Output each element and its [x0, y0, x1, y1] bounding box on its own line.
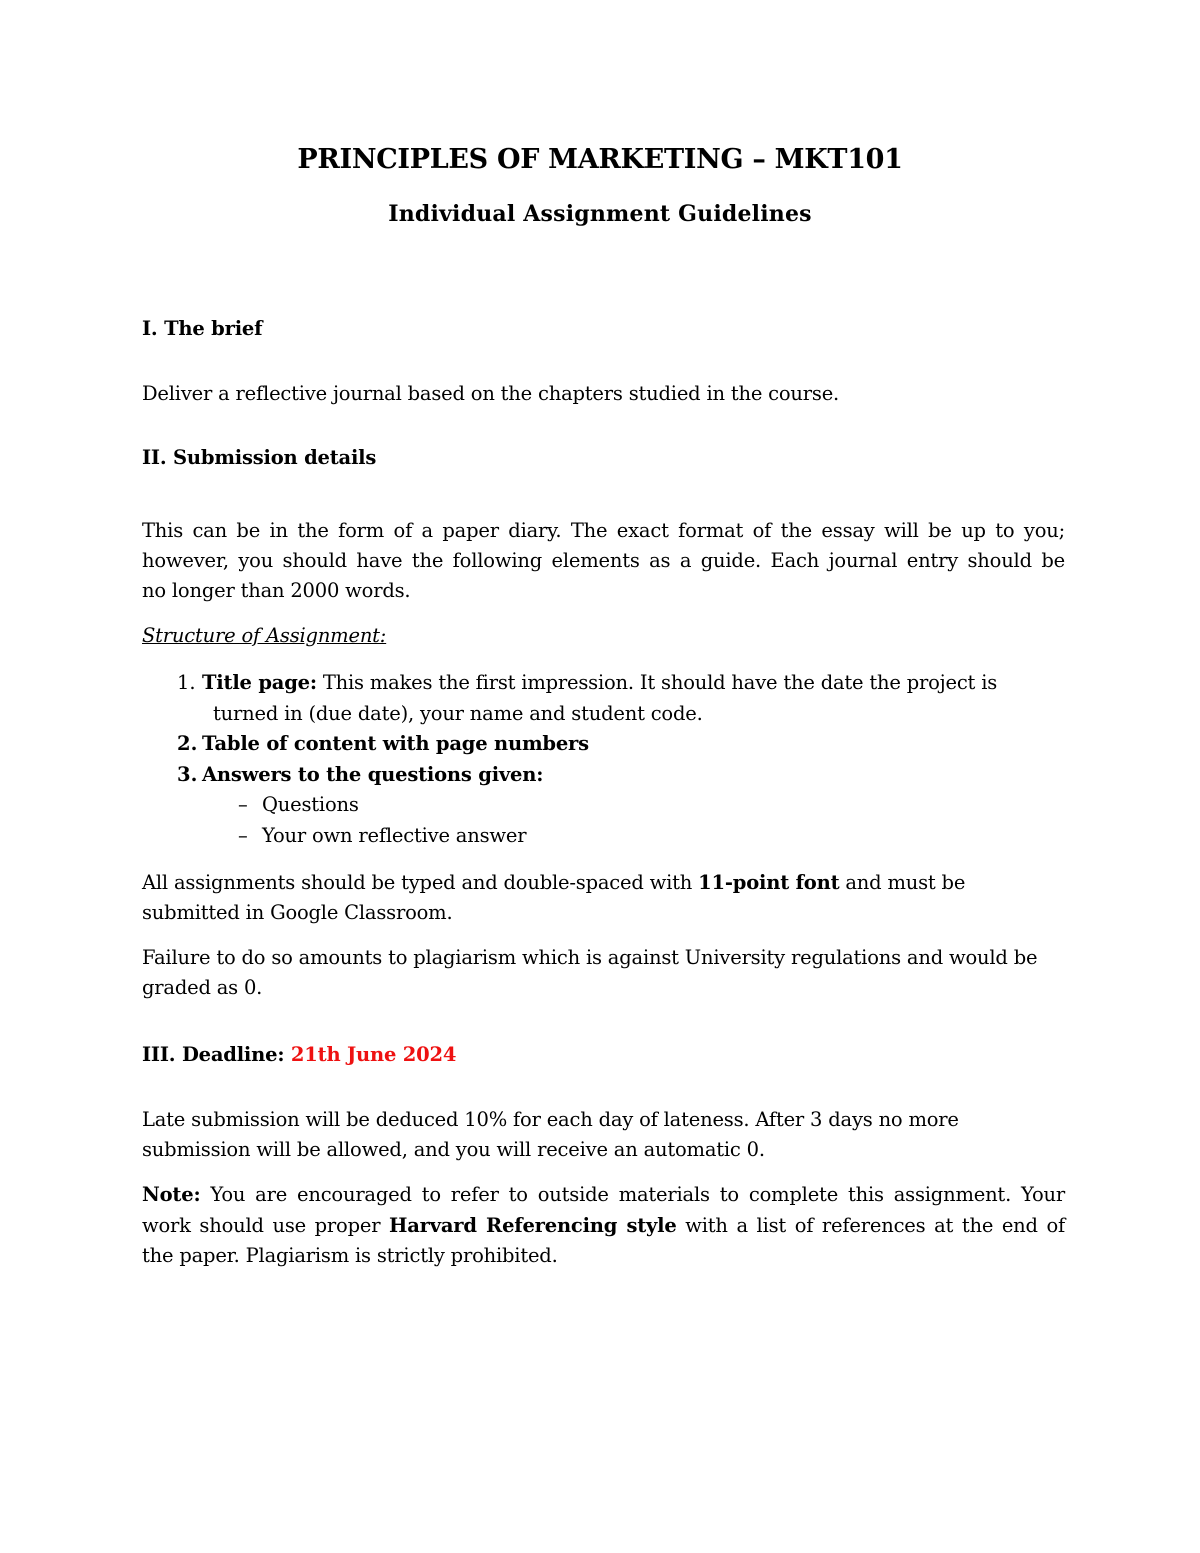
note-line-2	[142, 1211, 1065, 1241]
list-number: 1.	[177, 671, 196, 694]
sublist-item-reflective-answer: Your own reflective answer	[262, 824, 527, 847]
list-item-title-page	[202, 668, 997, 698]
note-label: Note:	[142, 1183, 201, 1206]
note-line-3: the paper. Plagiarism is strictly prohibited.	[142, 1244, 558, 1267]
deadline-label: III. Deadline:	[142, 1043, 285, 1066]
deadline-date: 21th June 2024	[290, 1043, 457, 1066]
late-submission-line-1: Late submission will be deduced 10% for each day of lateness. After 3 days no more	[142, 1108, 959, 1131]
list-item-bold: Title page:	[202, 671, 317, 694]
format-text: All assignments should be typed and double-spaced with	[142, 871, 699, 894]
dash-bullet: –	[238, 824, 248, 847]
document-title: PRINCIPLES OF MARKETING – MKT101	[297, 144, 903, 175]
submission-paragraph-line-2: however, you should have the following elements as a guide. Each journal entry should be	[142, 549, 1065, 572]
late-submission-line-2: submission will be allowed, and you will receive an automatic 0.	[142, 1138, 765, 1161]
note-text: You are encouraged to refer to outside materials to complete this assignment. Your	[200, 1183, 1065, 1206]
format-text: and must be	[839, 871, 966, 894]
submission-paragraph-line-3: no longer than 2000 words.	[142, 579, 411, 602]
list-item-answers: Answers to the questions given:	[202, 763, 544, 786]
section-heading-submission: II. Submission details	[142, 446, 377, 469]
list-number: 2.	[177, 732, 198, 755]
failure-line-2: graded as 0.	[142, 976, 263, 999]
referencing-style: Harvard Referencing style	[389, 1214, 677, 1237]
section-heading-deadline	[142, 1040, 456, 1070]
dash-bullet: –	[238, 793, 248, 816]
brief-text: Deliver a reflective journal based on the chapters studied in the course.	[142, 382, 840, 405]
list-item-table-of-content: Table of content with page numbers	[202, 732, 589, 755]
note-line-1	[142, 1180, 1065, 1210]
format-requirement-line-2: submitted in Google Classroom.	[142, 901, 453, 924]
format-requirement-line-1	[142, 868, 965, 898]
submission-paragraph-line-1: This can be in the form of a paper diary. The exact format of the essay will be up to you;	[142, 519, 1065, 542]
structure-label: Structure of Assignment:	[142, 624, 387, 647]
font-size-requirement: 11-point font	[698, 871, 840, 894]
failure-line-1: Failure to do so amounts to plagiarism which is against University regulations and would be	[142, 946, 1038, 969]
sublist-item-questions: Questions	[262, 793, 359, 816]
document-subtitle: Individual Assignment Guidelines	[388, 201, 812, 227]
list-item-text: This makes the first impression. It should have the date the project is	[316, 671, 998, 694]
section-heading-brief: I. The brief	[142, 317, 263, 340]
note-text: work should use proper	[142, 1214, 389, 1237]
list-number: 3.	[177, 763, 198, 786]
note-text: with a list of references at the end of	[676, 1214, 1066, 1237]
list-item-continuation: turned in (due date), your name and student code.	[213, 702, 703, 725]
